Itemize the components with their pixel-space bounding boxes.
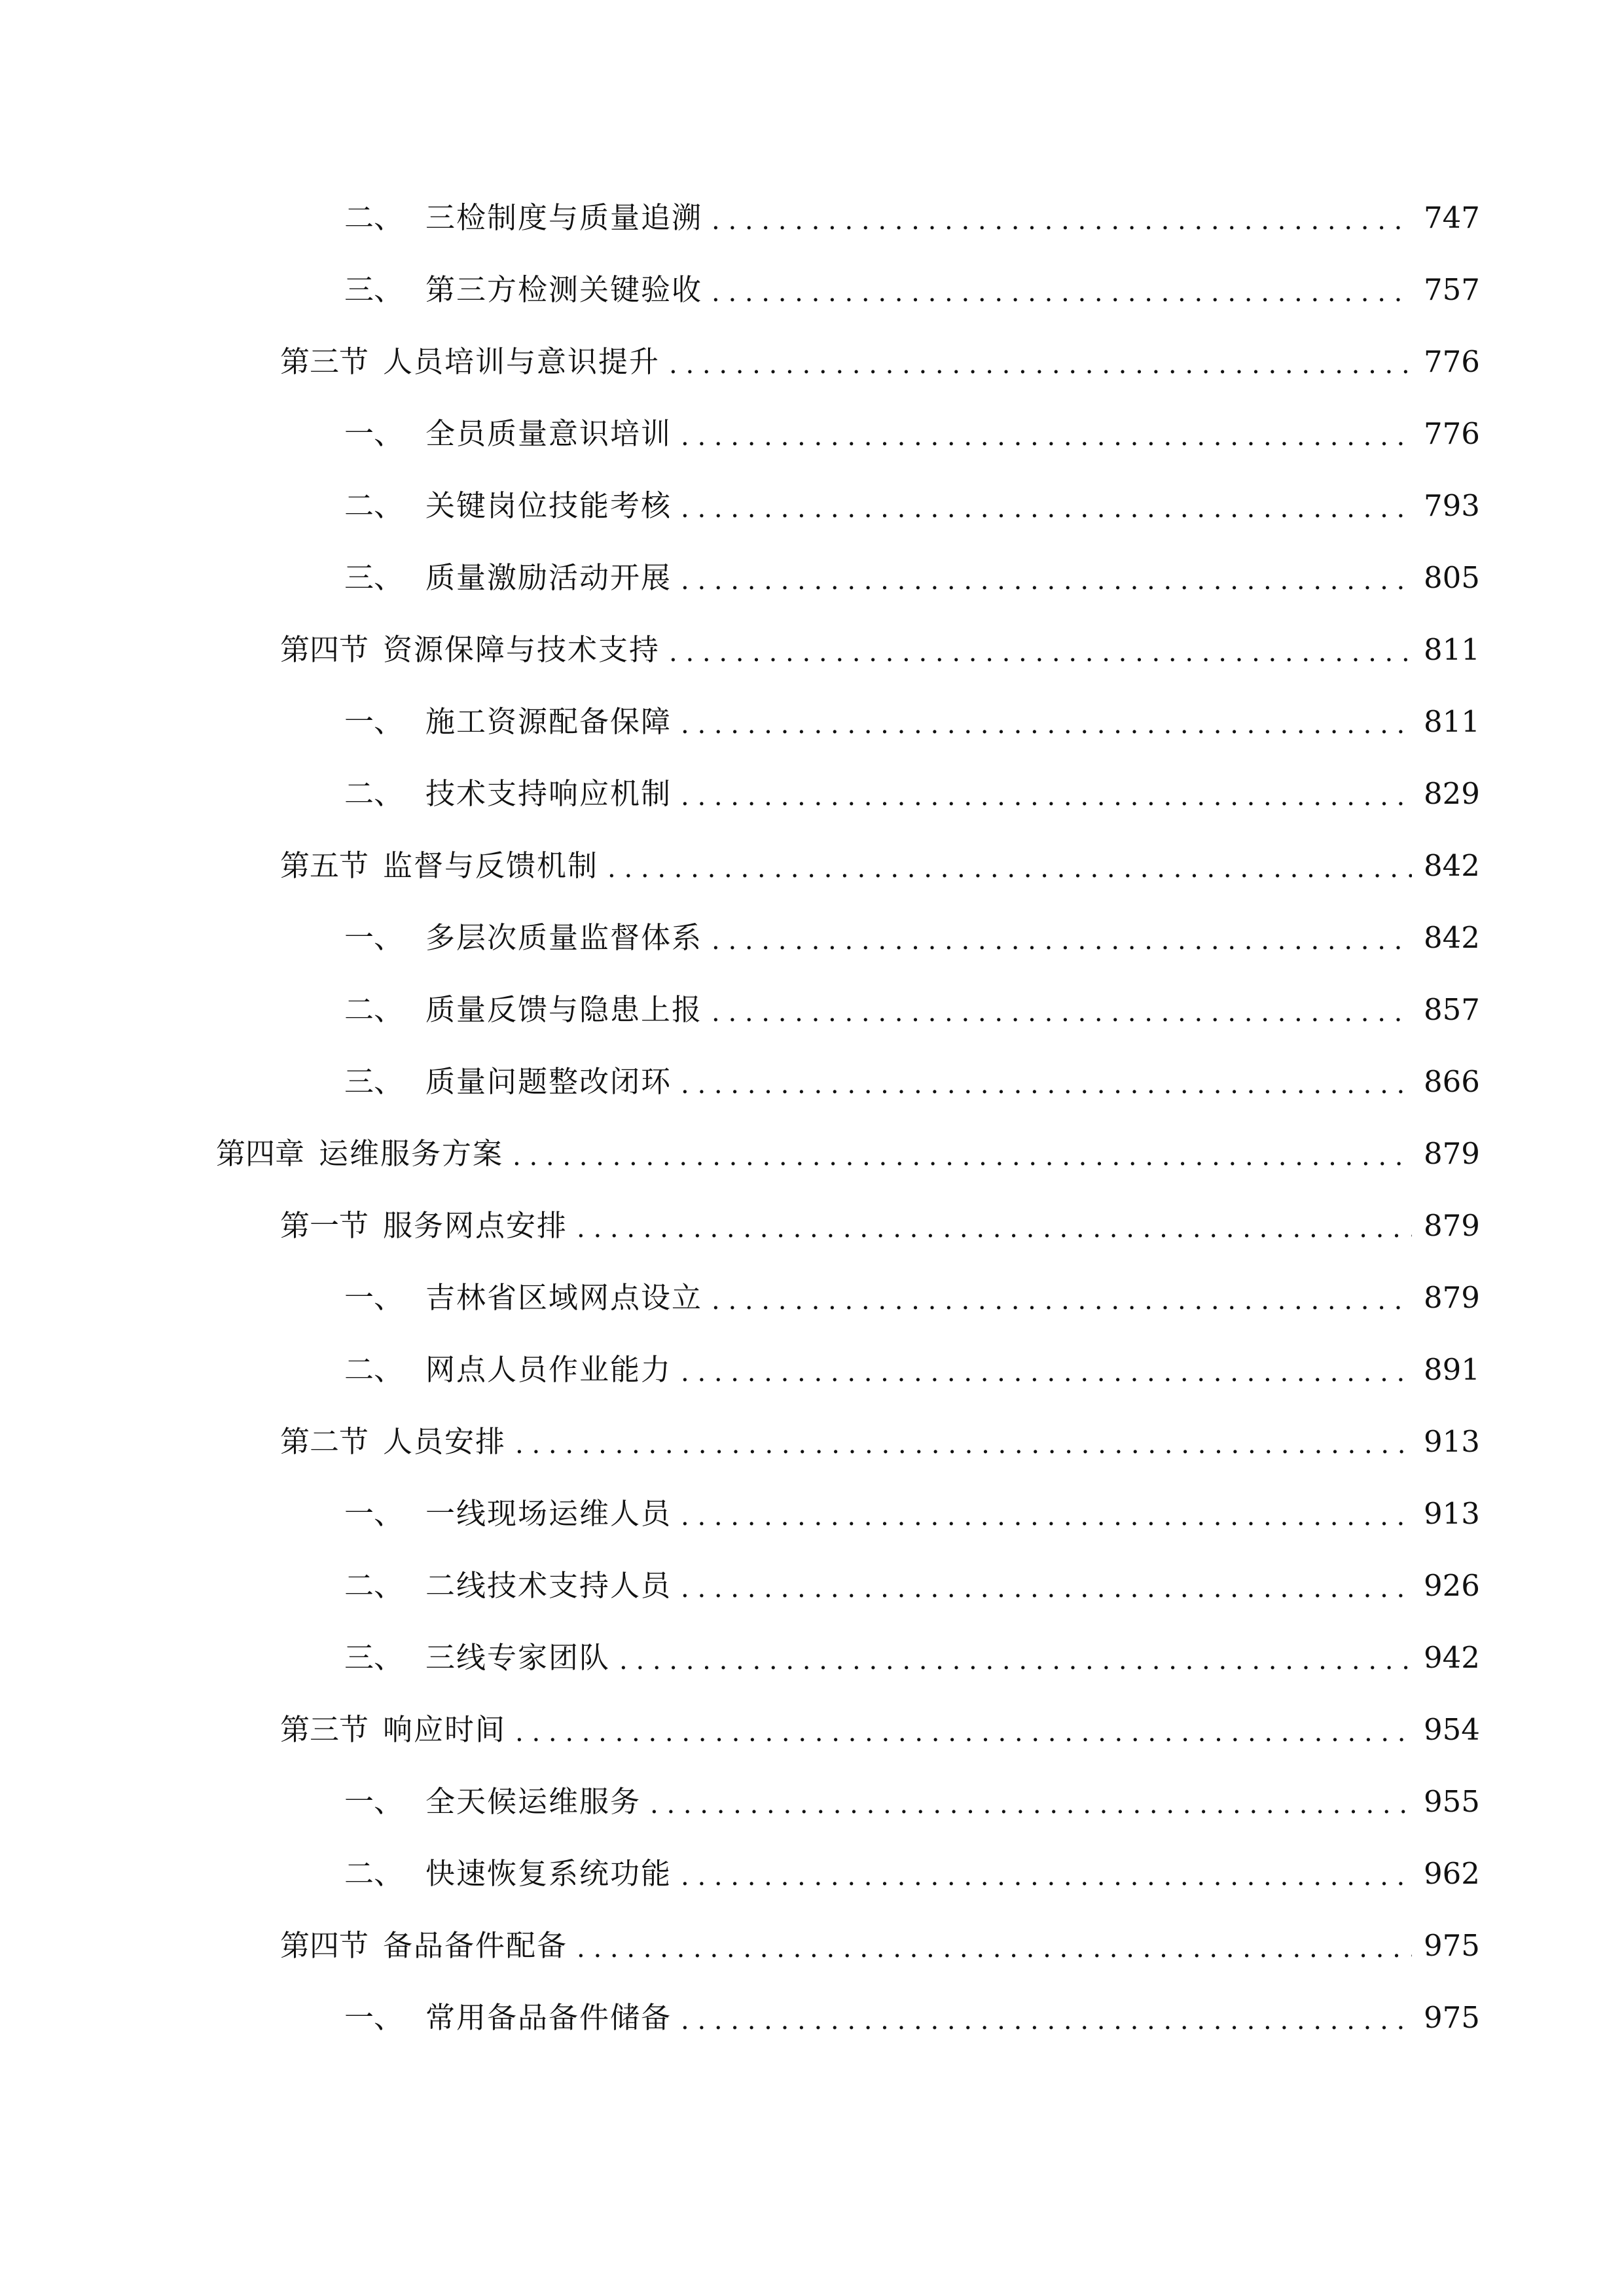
- dot-leader: [669, 630, 1412, 670]
- toc-entry[interactable]: [0, 470, 1624, 542]
- toc-entry[interactable]: [0, 1262, 1624, 1334]
- toc-entry[interactable]: [0, 1766, 1624, 1838]
- toc-entry-page-number: 891: [1424, 1352, 1480, 1387]
- toc-entry-title: 快速恢复系统功能: [425, 1856, 672, 1891]
- dot-leader: [681, 1854, 1412, 1893]
- toc-entry-page-number: 975: [1424, 2000, 1480, 2035]
- toc-entry-number: 一、: [344, 1784, 404, 1819]
- toc-entry-number: 第一节: [280, 1208, 369, 1243]
- toc-entry[interactable]: [0, 758, 1624, 830]
- toc-entry-number: 三、: [344, 1640, 404, 1675]
- toc-entry-number: 一、: [344, 704, 404, 739]
- toc-entry-page-number: 962: [1424, 1856, 1480, 1891]
- toc-entry-number: 第五节: [280, 848, 369, 883]
- toc-entry-page-number: 793: [1424, 488, 1480, 523]
- toc-entry[interactable]: [0, 1982, 1624, 2054]
- toc-entry-number: 一、: [344, 920, 404, 955]
- toc-entry-title: 人员培训与意识提升: [383, 344, 660, 379]
- toc-entry-page-number: 776: [1424, 344, 1480, 379]
- toc-entry-title: 全员质量意识培训: [425, 416, 672, 451]
- toc-entry[interactable]: [0, 686, 1624, 758]
- toc-entry[interactable]: [0, 254, 1624, 326]
- toc-entry-page-number: 829: [1424, 776, 1480, 811]
- toc-entry-number: 第四节: [280, 632, 369, 667]
- dot-leader: [681, 774, 1412, 814]
- toc-entry[interactable]: [0, 830, 1624, 902]
- dot-leader: [712, 1278, 1412, 1318]
- toc-entry-page-number: 942: [1424, 1640, 1480, 1675]
- dot-leader: [681, 702, 1412, 742]
- toc-entry[interactable]: [0, 1694, 1624, 1766]
- toc-entry[interactable]: [0, 1406, 1624, 1478]
- toc-entry[interactable]: [0, 1334, 1624, 1406]
- toc-entry-title: 监督与反馈机制: [383, 848, 599, 883]
- toc-entry-title: 资源保障与技术支持: [383, 632, 660, 667]
- dot-leader: [681, 486, 1412, 526]
- toc-entry[interactable]: [0, 182, 1624, 254]
- toc-entry[interactable]: [0, 542, 1624, 614]
- dot-leader: [681, 1566, 1412, 1605]
- toc-entry-page-number: 954: [1424, 1712, 1480, 1747]
- toc-entry-number: 一、: [344, 1496, 404, 1531]
- toc-entry-number: 第三节: [280, 344, 369, 379]
- dot-leader: [681, 414, 1412, 454]
- toc-entry-title: 三检制度与质量追溯: [425, 200, 703, 235]
- toc-entry-title: 多层次质量监督体系: [425, 920, 703, 955]
- toc-entry-page-number: 913: [1424, 1496, 1480, 1531]
- dot-leader: [681, 1350, 1412, 1390]
- toc-entry-title: 三线专家团队: [425, 1640, 611, 1675]
- toc-entry-number: 第四节: [280, 1928, 369, 1963]
- toc-entry-number: 三、: [344, 560, 404, 595]
- toc-entry-title: 运维服务方案: [319, 1136, 504, 1171]
- toc-entry[interactable]: [0, 398, 1624, 470]
- toc-entry-title: 质量反馈与隐患上报: [425, 992, 703, 1027]
- toc-entry[interactable]: [0, 1838, 1624, 1910]
- toc-entry-page-number: 811: [1424, 632, 1480, 667]
- toc-entry[interactable]: [0, 1118, 1624, 1190]
- table-of-contents: [0, 182, 1624, 2054]
- toc-entry-title: 服务网点安排: [383, 1208, 568, 1243]
- dot-leader: [515, 1422, 1412, 1462]
- toc-entry-title: 吉林省区域网点设立: [425, 1280, 703, 1315]
- toc-entry-page-number: 776: [1424, 416, 1480, 451]
- dot-leader: [681, 1998, 1412, 2037]
- dot-leader: [650, 1782, 1412, 1821]
- toc-entry[interactable]: [0, 1550, 1624, 1622]
- toc-entry-title: 人员安排: [383, 1424, 507, 1459]
- toc-entry-page-number: 842: [1424, 848, 1480, 883]
- toc-entry[interactable]: [0, 902, 1624, 974]
- dot-leader: [669, 342, 1412, 382]
- toc-entry-title: 全天候运维服务: [425, 1784, 641, 1819]
- toc-entry-number: 二、: [344, 776, 404, 811]
- toc-entry[interactable]: [0, 326, 1624, 398]
- toc-entry-page-number: 757: [1424, 272, 1480, 307]
- toc-entry[interactable]: [0, 1190, 1624, 1262]
- dot-leader: [681, 1062, 1412, 1102]
- toc-entry-title: 备品备件配备: [383, 1928, 568, 1963]
- toc-entry-title: 质量问题整改闭环: [425, 1064, 672, 1099]
- toc-entry-number: 第二节: [280, 1424, 369, 1459]
- toc-entry[interactable]: [0, 1478, 1624, 1550]
- toc-entry-page-number: 926: [1424, 1568, 1480, 1603]
- toc-entry-page-number: 857: [1424, 992, 1480, 1027]
- dot-leader: [577, 1926, 1412, 1965]
- dot-leader: [712, 918, 1412, 958]
- toc-entry-page-number: 879: [1424, 1280, 1480, 1315]
- dot-leader: [607, 846, 1412, 886]
- toc-entry-page-number: 866: [1424, 1064, 1480, 1099]
- toc-entry[interactable]: [0, 614, 1624, 686]
- toc-entry-title: 二线技术支持人员: [425, 1568, 672, 1603]
- toc-entry-number: 二、: [344, 488, 404, 523]
- dot-leader: [577, 1206, 1412, 1246]
- toc-entry-number: 二、: [344, 1352, 404, 1387]
- toc-entry-title: 一线现场运维人员: [425, 1496, 672, 1531]
- toc-entry-page-number: 879: [1424, 1136, 1480, 1171]
- toc-entry-number: 二、: [344, 200, 404, 235]
- toc-entry[interactable]: [0, 1910, 1624, 1982]
- toc-entry-title: 响应时间: [383, 1712, 507, 1747]
- dot-leader: [515, 1710, 1412, 1749]
- toc-entry-title: 关键岗位技能考核: [425, 488, 672, 523]
- toc-entry-number: 二、: [344, 1856, 404, 1891]
- toc-entry-number: 三、: [344, 272, 404, 307]
- toc-entry-number: 二、: [344, 1568, 404, 1603]
- toc-entry-number: 一、: [344, 1280, 404, 1315]
- toc-entry-title: 技术支持响应机制: [425, 776, 672, 811]
- toc-entry-number: 二、: [344, 992, 404, 1027]
- toc-entry-number: 一、: [344, 2000, 404, 2035]
- toc-entry-page-number: 879: [1424, 1208, 1480, 1243]
- toc-entry[interactable]: [0, 974, 1624, 1046]
- toc-entry-page-number: 747: [1424, 200, 1480, 235]
- toc-entry-page-number: 955: [1424, 1784, 1480, 1819]
- toc-entry-page-number: 842: [1424, 920, 1480, 955]
- toc-entry-number: 第三节: [280, 1712, 369, 1747]
- dot-leader: [712, 990, 1412, 1030]
- toc-entry-page-number: 811: [1424, 704, 1480, 739]
- toc-entry-number: 第四章: [216, 1136, 305, 1171]
- toc-entry-title: 施工资源配备保障: [425, 704, 672, 739]
- toc-entry-number: 一、: [344, 416, 404, 451]
- dot-leader: [681, 558, 1412, 598]
- toc-entry-title: 网点人员作业能力: [425, 1352, 672, 1387]
- toc-entry-page-number: 913: [1424, 1424, 1480, 1459]
- toc-entry[interactable]: [0, 1046, 1624, 1118]
- toc-entry[interactable]: [0, 1622, 1624, 1694]
- toc-entry-page-number: 975: [1424, 1928, 1480, 1963]
- toc-entry-title: 质量激励活动开展: [425, 560, 672, 595]
- dot-leader: [681, 1494, 1412, 1534]
- toc-entry-title: 第三方检测关键验收: [425, 272, 703, 307]
- toc-entry-number: 三、: [344, 1064, 404, 1099]
- dot-leader: [712, 198, 1412, 238]
- dot-leader: [513, 1134, 1412, 1174]
- dot-leader: [712, 270, 1412, 310]
- toc-entry-page-number: 805: [1424, 560, 1480, 595]
- dot-leader: [619, 1638, 1412, 1677]
- toc-entry-title: 常用备品备件储备: [425, 2000, 672, 2035]
